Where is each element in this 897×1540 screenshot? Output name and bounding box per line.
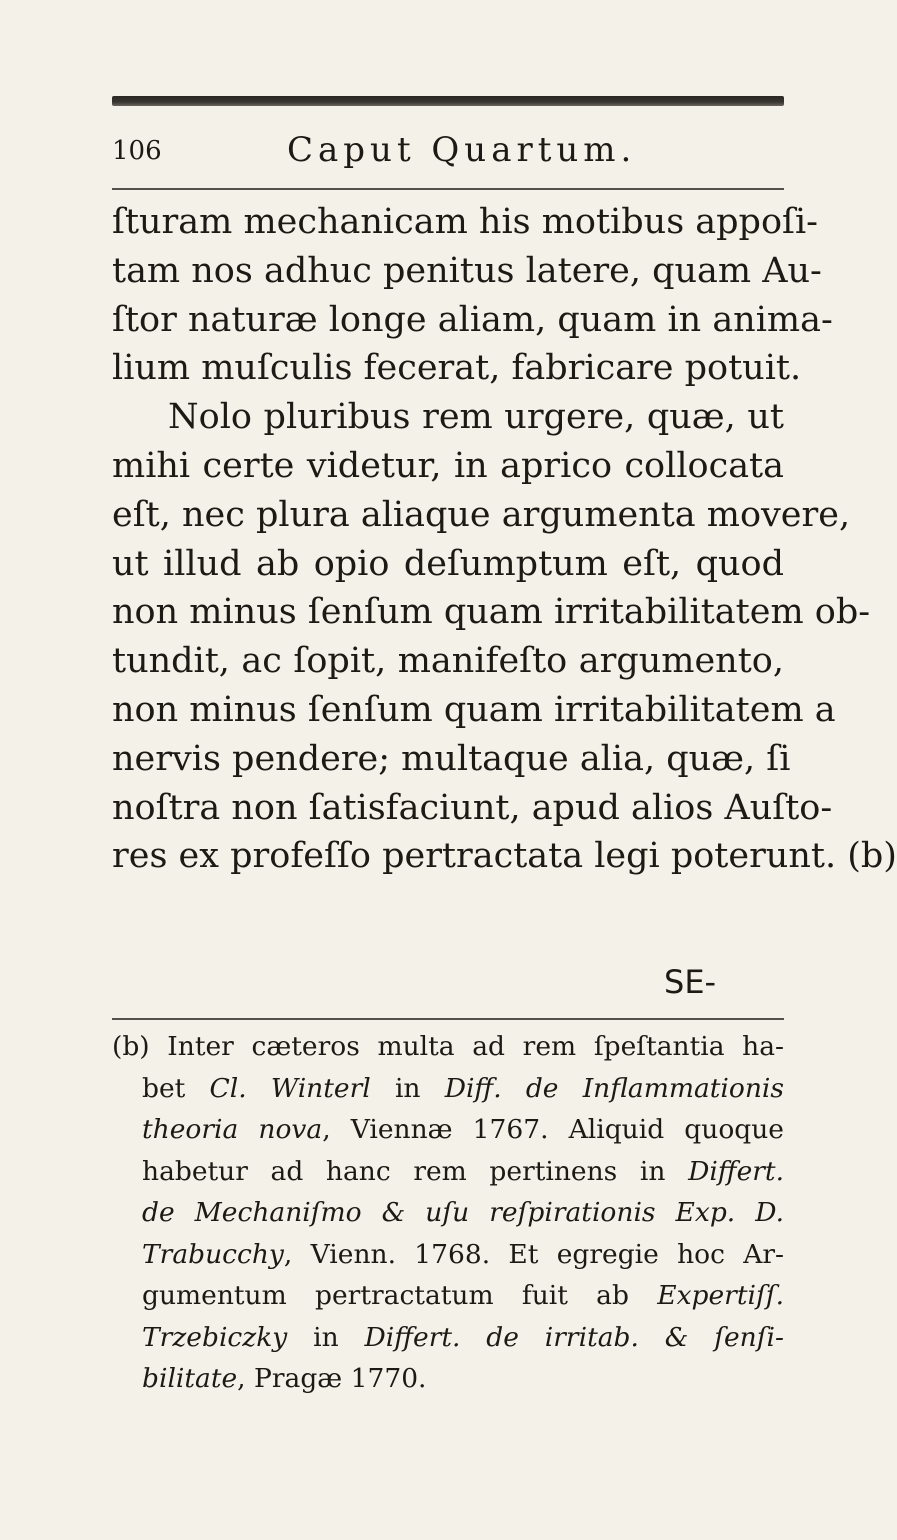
- footnote-line: [112, 1358, 784, 1400]
- footnote-segment: bet: [142, 1072, 210, 1104]
- footnote: [112, 1026, 784, 1400]
- header-rule: [112, 188, 784, 190]
- footnote-segment: Trzebiczky: [142, 1321, 288, 1353]
- text-line: eſt, nec plura aliaque argumenta movere,: [112, 494, 851, 535]
- footnote-line: [112, 1151, 784, 1193]
- text-line: ut illud ab opio deſumptum eſt, quod: [112, 543, 784, 584]
- footnote-segment: gumentum pertractatum fuit ab: [142, 1280, 658, 1311]
- footnote-line: [112, 1275, 784, 1317]
- footnote-line: [112, 1192, 784, 1234]
- text-line: noſtra non ſatisfaciunt, apud alios Auſto-: [112, 787, 833, 828]
- footnote-segment: in: [370, 1072, 445, 1104]
- footnote-segment: Differt. de irritab. & ſenſi-: [364, 1321, 784, 1353]
- footnote-segment: Cl. Winterl: [209, 1072, 371, 1104]
- footnote-segment: habetur ad hanc rem pertinens in: [142, 1155, 689, 1187]
- footnote-line: [112, 1234, 784, 1276]
- footnote-line: [112, 1026, 784, 1068]
- text-line: tundit, ac ſopit, manifeſto argumento,: [112, 641, 784, 682]
- footnote-segment: in: [287, 1321, 365, 1353]
- top-decorative-rule: [112, 96, 784, 106]
- text-line: non minus ſenſum quam irritabilitatem a: [112, 689, 836, 730]
- footnote-segment: de Mechaniſmo & uſu reſpirationis Exp. D.: [142, 1197, 784, 1228]
- catchword-text: SE-: [664, 963, 717, 1001]
- footnote-line: [112, 1317, 784, 1359]
- footnote-segment: (b) Inter cæteros multa ad rem ſpeſtantia ha-: [112, 1031, 784, 1062]
- text-line: nervis pendere; multaque alia, quæ, ſi: [112, 738, 791, 779]
- text-line: lium muſculis fecerat, fabricare potuit.: [112, 348, 802, 389]
- footnote-segment: , Pragæ 1770.: [237, 1363, 427, 1394]
- footnote-rule: [112, 1018, 784, 1020]
- text-line: Nolo pluribus rem urgere, quæ, ut: [168, 397, 784, 438]
- footnote-line: [112, 1109, 784, 1151]
- page-number: 106: [112, 136, 162, 166]
- footnote-segment: theoria nova: [142, 1114, 323, 1145]
- text-line: ſturam mechanicam his motibus appoſi-: [112, 202, 818, 242]
- catchword: [112, 958, 784, 1001]
- footnote-segment: Diff. de Inflammationis: [444, 1072, 784, 1104]
- footnote-segment: Trabucchy: [142, 1238, 284, 1270]
- page-header: [112, 130, 784, 180]
- running-head: Caput Quartum.: [287, 130, 637, 170]
- footnote-segment: Differt.: [688, 1155, 784, 1187]
- footnote-segment: Expertiſſ.: [657, 1280, 784, 1311]
- footnote-segment: , Vienn. 1768. Et egregie hoc Ar-: [283, 1238, 784, 1270]
- text-line: tam nos adhuc penitus latere, quam Au-: [112, 250, 822, 291]
- main-text: [112, 198, 897, 1001]
- footnote-segment: , Viennæ 1767. Aliquid quoque: [322, 1114, 784, 1145]
- footnote-line: [112, 1068, 784, 1110]
- text-line: ſtor naturæ longe aliam, quam in anima-: [112, 299, 833, 340]
- text-line: non minus ſenſum quam irritabilitatem ob-: [112, 592, 871, 633]
- text-line: res ex profeſſo pertractata legi poterunt. (b): [112, 836, 897, 877]
- footnote-segment: bilitate: [142, 1363, 238, 1394]
- text-line: mihi certe videtur, in aprico collocata: [112, 445, 784, 486]
